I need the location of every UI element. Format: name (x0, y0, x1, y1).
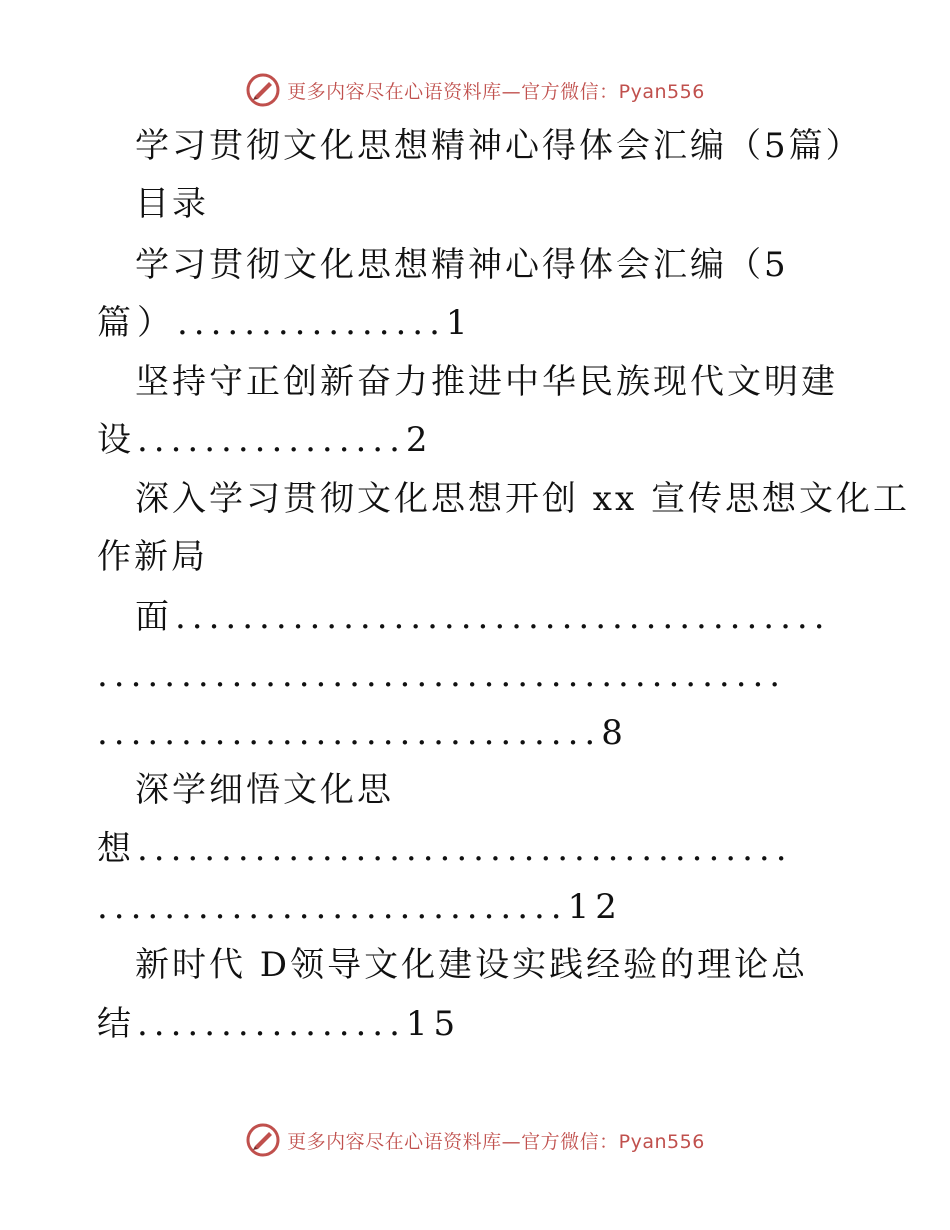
footer-watermark-banner (0, 1120, 950, 1160)
toc-heading: 目录 (135, 184, 209, 224)
toc-entry-line: 想....................................... (97, 829, 793, 869)
toc-entry-line: 作新局 (97, 537, 208, 577)
toc-entry-line: 学习贯彻文化思想精神心得体会汇编（5 (135, 245, 789, 285)
document-title: 学习贯彻文化思想精神心得体会汇编（5篇） (135, 126, 863, 166)
pen-logo-icon (245, 1122, 281, 1158)
toc-entry-line: 结................15 (97, 1004, 462, 1044)
toc-entry-line: 设................2 (97, 420, 434, 460)
toc-entry-line: 篇）................1 (97, 303, 474, 343)
toc-entry-line: 新时代 D领导文化建设实践经验的理论总 (135, 945, 809, 985)
footer-watermark-text: 更多内容尽在心语资料库—官方微信：Pyan556 (287, 1130, 705, 1153)
header-watermark-banner (0, 70, 950, 110)
toc-entry-line: 坚持守正创新奋力推进中华民族现代文明建 (135, 362, 838, 402)
toc-entry-line: 深学细悟文化思 (135, 770, 394, 810)
toc-entry-line: ..............................8 (97, 713, 629, 753)
toc-entry-line: ......................................... (97, 655, 787, 695)
toc-entry-line: ............................12 (97, 887, 623, 927)
toc-entry-line: 深入学习贯彻文化思想开创 xx 宣传思想文化工 (135, 479, 910, 519)
toc-entry-line: 面....................................... (135, 597, 831, 637)
pen-logo-icon (245, 72, 281, 108)
header-watermark-text: 更多内容尽在心语资料库—官方微信：Pyan556 (287, 80, 705, 103)
